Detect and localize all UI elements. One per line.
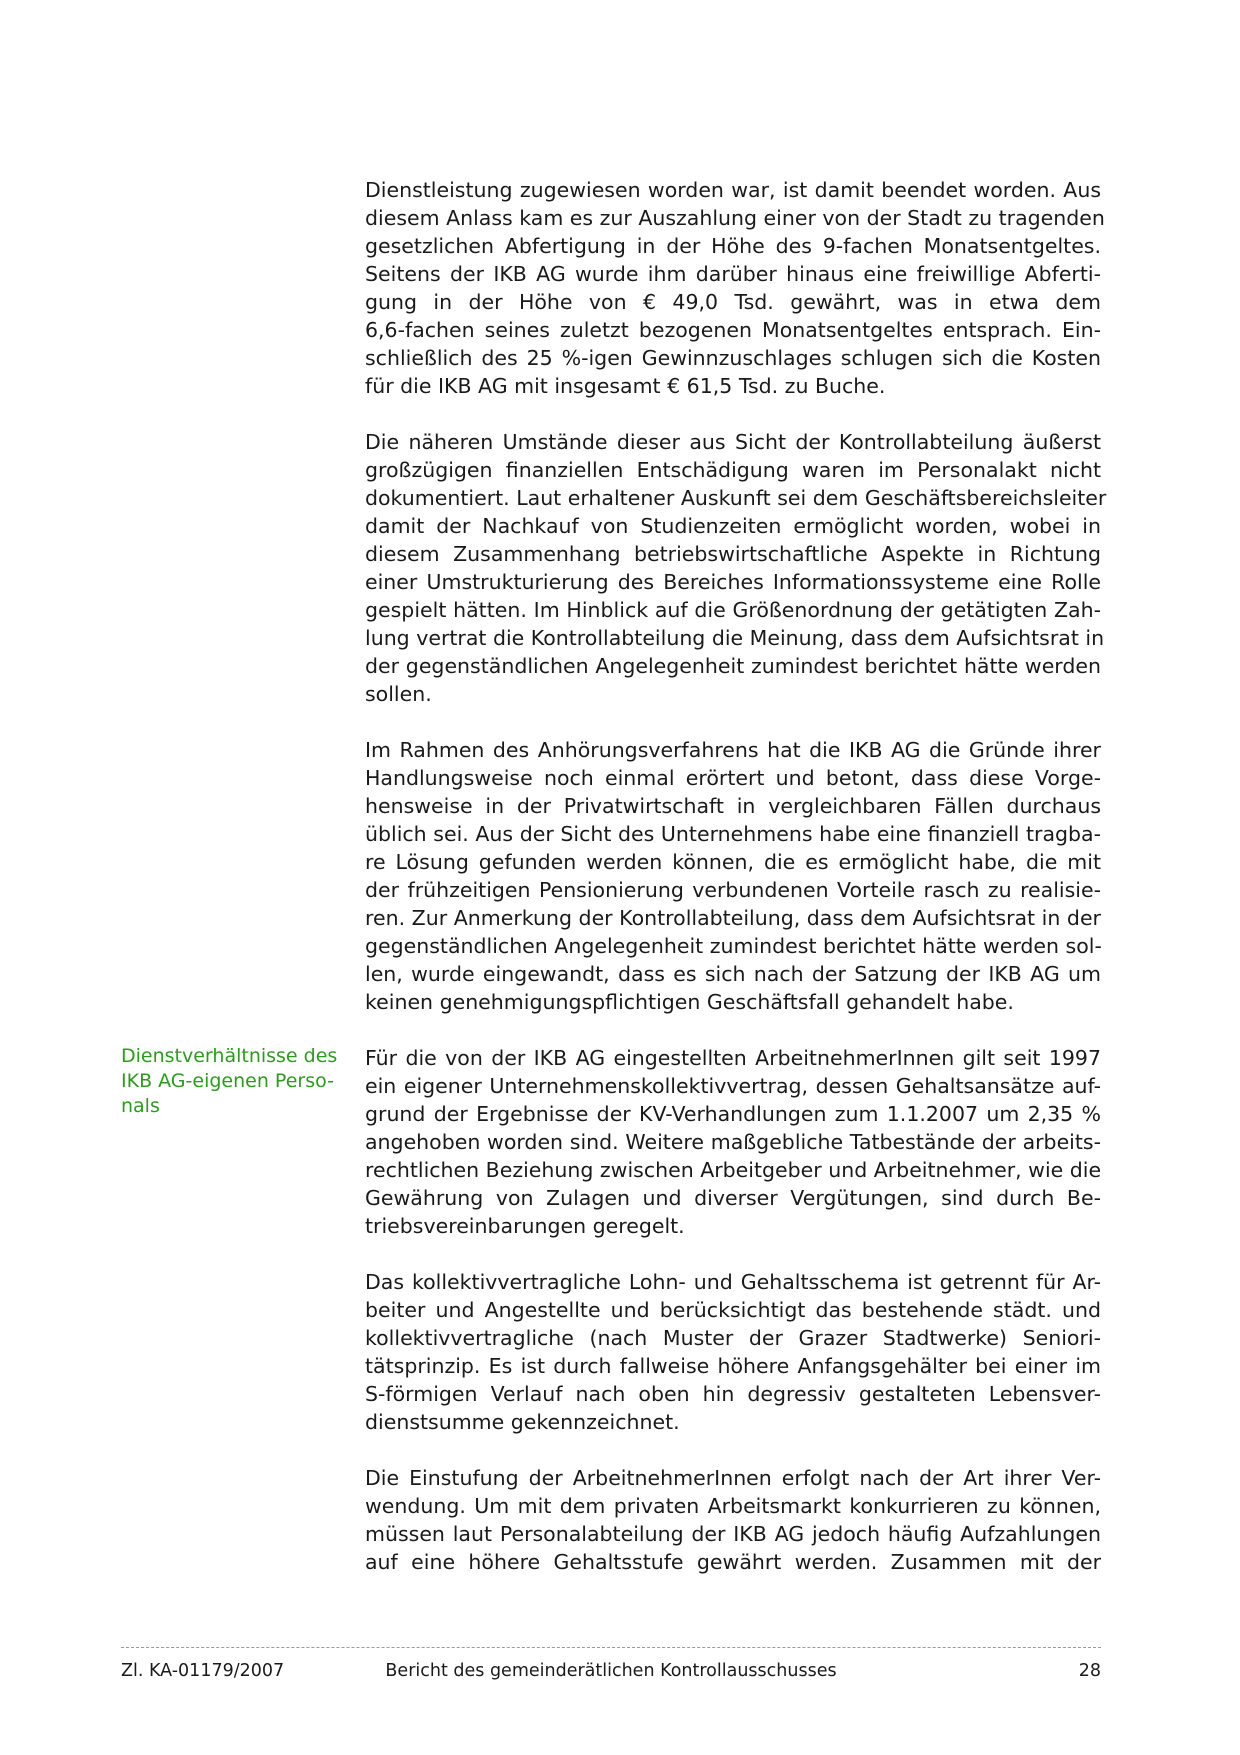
text-line: gesetzlichen Abfertigung in der Höhe des 9-fachen Monatsentgeltes. — [365, 234, 1101, 258]
text-line: üblich sei. Aus der Sicht des Unternehmens habe eine finanziell tragba- — [365, 822, 1101, 846]
text-line: tätsprinzip. Es ist durch fallweise höhere Anfangsgehälter bei einer im — [365, 1354, 1101, 1378]
text-line: keinen genehmigungspflichtigen Geschäftsfall gehandelt habe. — [365, 990, 1014, 1014]
paragraph-circumstances — [365, 428, 1107, 708]
text-line: müssen laut Personalabteilung der IKB AG jedoch häufig Aufzahlungen — [365, 1522, 1101, 1546]
text-line: angehoben worden sind. Weitere maßgebliche Tatbestände der arbeits- — [365, 1130, 1101, 1154]
text-line: dienstsumme gekennzeichnet. — [365, 1410, 680, 1434]
text-line: dokumentiert. Laut erhaltener Auskunft sei dem Geschäftsbereichsleiter — [365, 486, 1107, 510]
text-line: Die näheren Umstände dieser aus Sicht der Kontrollabteilung äußerst — [365, 430, 1101, 454]
text-line: lung vertrat die Kontrollabteilung die Meinung, dass dem Aufsichtsrat in — [365, 626, 1105, 650]
text-line: wendung. Um mit dem privaten Arbeitsmarkt konkurrieren zu können, — [365, 1494, 1101, 1518]
text-line: Gewährung von Zulagen und diverser Vergütungen, sind durch Be- — [365, 1186, 1101, 1210]
text-line: diesem Zusammenhang betriebswirtschaftliche Aspekte in Richtung — [365, 542, 1101, 566]
text-line: hensweise in der Privatwirtschaft in vergleichbaren Fällen durchaus — [365, 794, 1101, 818]
text-line: gung in der Höhe von € 49,0 Tsd. gewährt, was in etwa dem — [365, 290, 1101, 314]
text-line: einer Umstrukturierung des Bereiches Informationssysteme eine Rolle — [365, 570, 1101, 594]
text-line: Die Einstufung der ArbeitnehmerInnen erfolgt nach der Art ihrer Ver- — [365, 1466, 1101, 1490]
footer-reference: Zl. KA-01179/2007 — [121, 1661, 285, 1681]
paragraph-classification — [365, 1464, 1101, 1576]
text-line: großzügigen finanziellen Entschädigung waren im Personalakt nicht — [365, 458, 1101, 482]
text-line: gegenständlichen Angelegenheit zumindest berichtet hätte werden sol- — [365, 934, 1102, 958]
text-line: Dienstleistung zugewiesen worden war, ist damit beendet worden. Aus — [365, 178, 1101, 202]
text-line: S-förmigen Verlauf nach oben hin degressiv gestalteten Lebensver- — [365, 1382, 1101, 1406]
margin-note-line: Dienstverhältnisse des — [121, 1045, 338, 1067]
text-line: sollen. — [365, 682, 432, 706]
footer-title: Bericht des gemeinderätlichen Kontrollausschusses — [385, 1661, 837, 1681]
margin-heading-staff-employment — [121, 1044, 341, 1119]
footer-page-number: 28 — [1078, 1661, 1101, 1681]
margin-note-line: IKB AG-eigenen Perso- — [121, 1070, 334, 1092]
text-line: 6,6-fachen seines zuletzt bezogenen Monatsentgeltes entsprach. Ein- — [365, 318, 1101, 342]
paragraph-collective-agreement — [365, 1044, 1101, 1240]
text-line: re Lösung gefunden werden können, die es ermöglicht habe, die mit — [365, 850, 1101, 874]
footer-divider — [121, 1647, 1101, 1648]
text-line: Handlungsweise noch einmal erörtert und betont, dass diese Vorge- — [365, 766, 1101, 790]
text-line: der gegenständlichen Angelegenheit zumindest berichtet hätte werden — [365, 654, 1101, 678]
text-line: schließlich des 25 %-igen Gewinnzuschlages schlugen sich die Kosten — [365, 346, 1101, 370]
text-line: triebsvereinbarungen geregelt. — [365, 1214, 685, 1238]
text-line: ren. Zur Anmerkung der Kontrollabteilung, dass dem Aufsichtsrat in der — [365, 906, 1101, 930]
paragraph-severance-payment — [365, 176, 1105, 400]
main-text-column — [365, 176, 1107, 1576]
text-line: rechtlichen Beziehung zwischen Arbeitgeber und Arbeitnehmer, wie die — [365, 1158, 1102, 1182]
text-line: auf eine höhere Gehaltsstufe gewährt werden. Zusammen mit der — [365, 1550, 1101, 1574]
text-line: ein eigener Unternehmenskollektivvertrag, dessen Gehaltsansätze auf- — [365, 1074, 1101, 1098]
text-line: Seitens der IKB AG wurde ihm darüber hinaus eine freiwillige Abferti- — [365, 262, 1101, 286]
text-line: damit der Nachkauf von Studienzeiten ermöglicht worden, wobei in — [365, 514, 1101, 538]
paragraph-salary-scheme — [365, 1268, 1101, 1436]
text-line: der frühzeitigen Pensionierung verbundenen Vorteile rasch zu realisie- — [365, 878, 1101, 902]
paragraph-hearing-procedure — [365, 736, 1101, 1016]
text-line: für die IKB AG mit insgesamt € 61,5 Tsd. zu Buche. — [365, 374, 886, 398]
text-line: beiter und Angestellte und berücksichtigt das bestehende städt. und — [365, 1298, 1101, 1322]
text-line: len, wurde eingewandt, dass es sich nach der Satzung der IKB AG um — [365, 962, 1101, 986]
margin-note-line: nals — [121, 1095, 160, 1117]
text-line: Das kollektivvertragliche Lohn- und Gehaltsschema ist getrennt für Ar- — [365, 1270, 1101, 1294]
text-line: Im Rahmen des Anhörungsverfahrens hat die IKB AG die Gründe ihrer — [365, 738, 1101, 762]
text-line: kollektivvertragliche (nach Muster der Grazer Stadtwerke) Seniori- — [365, 1326, 1101, 1350]
text-line: diesem Anlass kam es zur Auszahlung einer von der Stadt zu tragenden — [365, 206, 1105, 230]
text-line: grund der Ergebnisse der KV-Verhandlungen zum 1.1.2007 um 2,35 % — [365, 1102, 1101, 1126]
text-line: Für die von der IKB AG eingestellten ArbeitnehmerInnen gilt seit 1997 — [365, 1046, 1101, 1070]
text-line: gespielt hätten. Im Hinblick auf die Größenordnung der getätigten Zah- — [365, 598, 1101, 622]
